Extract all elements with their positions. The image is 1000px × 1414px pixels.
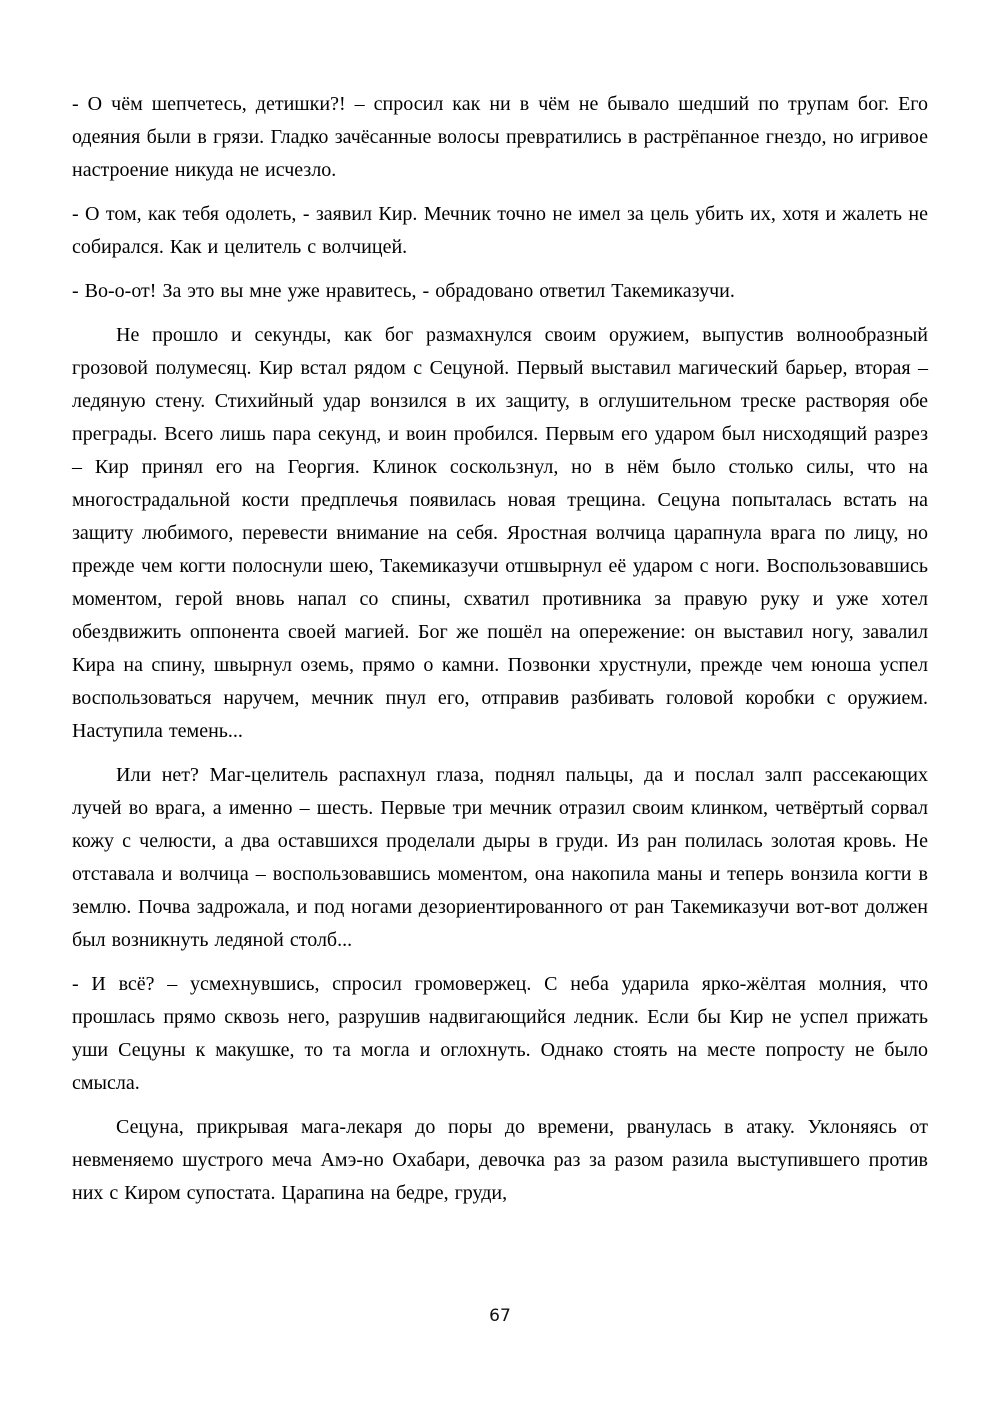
page-text-block: [72, 88, 928, 1221]
paragraph: Сецуна, прикрывая мага-лекаря до поры до времени, рванулась в атаку. Уклоняясь от невменяемо шустрого меча Амэ-но Охабари, девочка раз за разом разила выступившего против них с Киром супостата. Царапина на бедре, груди,: [72, 1116, 928, 1204]
page-number: 67: [489, 1306, 511, 1326]
paragraph: Или нет? Маг-целитель распахнул глаза, поднял пальцы, да и послал залп рассекающих лучей во врага, а именно – шесть. Первые три мечник отразил своим клинком, четвёртый сорвал кожу с челюсти, а два оставшихся проделали дыры в груди. Из ран полилась золотая кровь. Не отставала и волчица – воспользовавшись моментом, она накопила маны и теперь вонзила когти в землю. Почва задрожала, и под ногами дезориентированного от ран Такемиказучи вот-вот должен был возникнуть ледяной столб...: [72, 764, 928, 951]
paragraph: - О том, как тебя одолеть, - заявил Кир. Мечник точно не имел за цель убить их, хотя и жалеть не собирался. Как и целитель с волчицей.: [72, 203, 928, 258]
paragraph: - И всё? – усмехнувшись, спросил громовержец. С неба ударила ярко-жёлтая молния, что прошлась прямо сквозь него, разрушив надвигающийся ледник. Если бы Кир не успел прижать уши Сецуны к макушке, то та могла и оглохнуть. Однако стоять на месте попросту не было смысла.: [72, 973, 928, 1094]
paragraph: Не прошло и секунды, как бог размахнулся своим оружием, выпустив волнообразный грозовой полумесяц. Кир встал рядом с Сецуной. Первый выставил магический барьер, вторая – ледяную стену. Стихийный удар вонзился в их защиту, в оглушительном треске растворяя обе преграды. Всего лишь пара секунд, и воин пробился. Первым его ударом был нисходящий разрез – Кир принял его на Георгия. Клинок соскользнул, но в нём было столько силы, что на многострадальной кости предплечья появилась новая трещина. Сецуна попыталась встать на защиту любимого, перевести внимание на себя. Яростная волчица царапнула врага по лицу, но прежде чем когти полоснули шею, Такемиказучи отшвырнул её ударом с ноги. Воспользовавшись моментом, герой вновь напал со спины, схватил противника за правую руку и уже хотел обездвижить оппонента своей магией. Бог же пошёл на опережение: он выставил ногу, завалил Кира на спину, швырнул оземь, прямо о камни. Позвонки хрустнули, прежде чем юноша успел воспользоваться наручем, мечник пнул его, отправив разбивать головой коробки с оружием. Наступила темень...: [72, 324, 928, 742]
paragraph: - О чём шепчетесь, детишки?! – спросил как ни в чём не бывало шедший по трупам бог. Его одеяния были в грязи. Гладко зачёсанные волосы превратились в растрёпанное гнездо, но игривое настроение никуда не исчезло.: [72, 93, 928, 181]
paragraph: - Во-о-от! За это вы мне уже нравитесь, - обрадовано ответил Такемиказучи.: [72, 280, 735, 302]
